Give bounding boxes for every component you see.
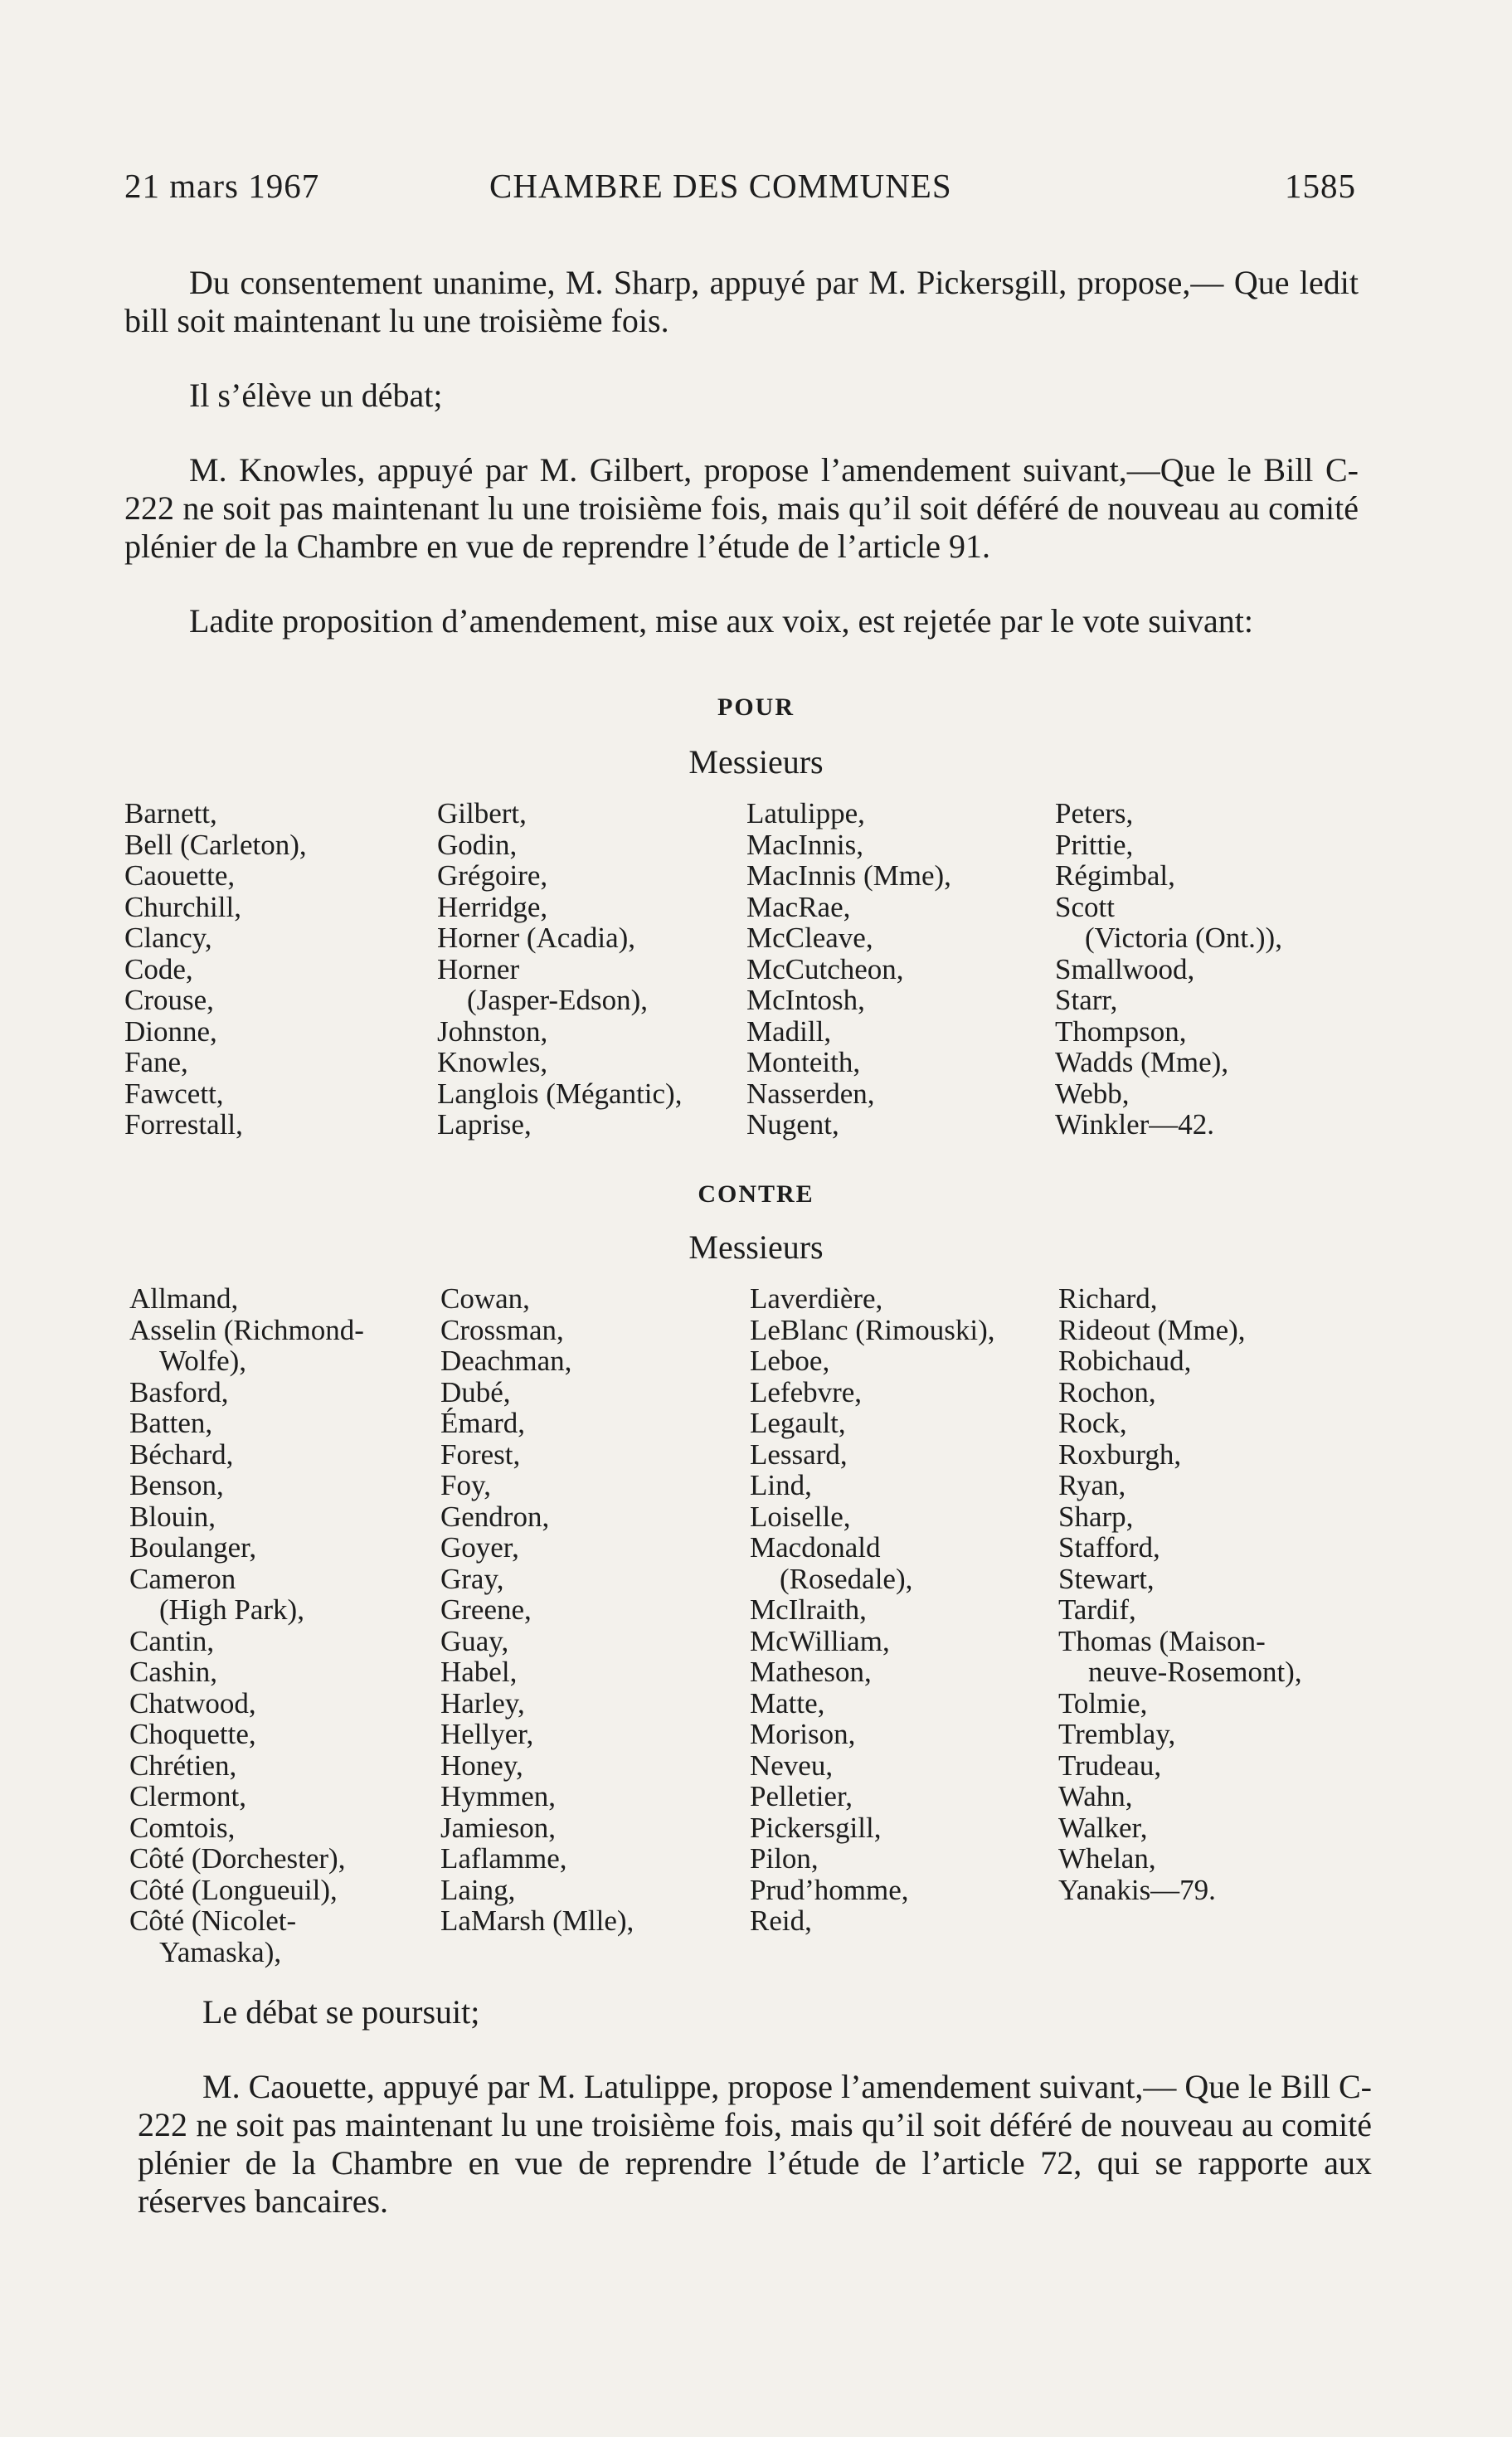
name-entry: Thompson, xyxy=(1055,1014,1187,1048)
name-entry: Cowan, xyxy=(440,1282,530,1315)
pour-column-3 xyxy=(746,798,1055,1141)
name-entry: Fawcett, xyxy=(124,1077,224,1110)
name-entry: Béchard, xyxy=(129,1437,234,1471)
name-entry: Lind, xyxy=(750,1469,812,1501)
contre-subheading: Messieurs xyxy=(688,1228,824,1266)
name-entry: Greene, xyxy=(440,1593,532,1626)
name-entry: Deachman, xyxy=(440,1345,572,1377)
name-entry: Wolfe), xyxy=(159,1345,247,1377)
name-entry: Dionne, xyxy=(124,1014,217,1048)
name-entry: Trudeau, xyxy=(1058,1749,1162,1782)
name-entry: (High Park), xyxy=(159,1593,304,1626)
name-entry: Blouin, xyxy=(129,1500,216,1533)
name-entry: Laflamme, xyxy=(440,1842,567,1875)
name-entry: Habel, xyxy=(440,1656,518,1688)
name-entry: McCutcheon, xyxy=(746,952,904,985)
name-entry: McIlraith, xyxy=(750,1593,867,1626)
name-entry: Legault, xyxy=(750,1407,846,1439)
name-entry: Whelan, xyxy=(1058,1842,1156,1875)
name-entry: Barnett, xyxy=(124,797,217,829)
name-entry: Monteith, xyxy=(746,1046,861,1078)
pour-heading: POUR xyxy=(717,693,795,721)
header-date: 21 mars 1967 xyxy=(124,167,320,205)
name-entry: Lefebvre, xyxy=(750,1375,863,1408)
name-entry: MacRae, xyxy=(746,890,851,923)
closing-text xyxy=(138,1993,1372,2221)
contre-column-2 xyxy=(440,1283,749,1937)
name-entry: Horner (Acadia), xyxy=(437,922,636,954)
name-entry: Pelletier, xyxy=(750,1780,853,1812)
name-entry: Stewart, xyxy=(1058,1562,1155,1595)
name-entry: Cashin, xyxy=(129,1656,217,1688)
name-entry: Guay, xyxy=(440,1624,509,1657)
name-entry: Hymmen, xyxy=(440,1780,557,1812)
name-entry: Fane, xyxy=(124,1046,188,1078)
name-entry: Basford, xyxy=(129,1375,229,1408)
name-entry: Asselin (Richmond- xyxy=(129,1313,364,1346)
name-entry: Tolmie, xyxy=(1058,1686,1148,1720)
name-entry: Gray, xyxy=(440,1562,504,1595)
name-entry: Prud’homme, xyxy=(750,1873,909,1906)
name-entry: Harley, xyxy=(440,1686,525,1720)
name-entry: Émard, xyxy=(440,1407,526,1439)
name-entry: Latulippe, xyxy=(746,797,865,829)
name-entry: Grégoire, xyxy=(437,859,548,892)
name-entry: Knowles, xyxy=(437,1046,548,1078)
name-entry: Chatwood, xyxy=(129,1686,256,1720)
contre-column-3 xyxy=(750,1283,1058,1937)
pour-column-1 xyxy=(124,798,433,1141)
name-entry: Côté (Nicolet- xyxy=(129,1904,297,1937)
name-entry: Comtois, xyxy=(129,1811,236,1844)
paragraph-second-amendment: M. Caouette, appuyé par M. Latulippe, propose l’amendement suivant,— Que le Bill C-222 ne soit pas maintenant lu une troisième fois, mais qu’il soit déféré de nouveau au comité plénier de la Chambre en vue de reprendre l’étude de l’article 72, qui se rapporte aux réserves bancaires. xyxy=(138,2068,1372,2220)
name-entry: Crouse, xyxy=(124,984,214,1016)
header-title: CHAMBRE DES COMMUNES xyxy=(489,167,952,205)
name-entry: Laing, xyxy=(440,1873,516,1906)
name-entry: Nugent, xyxy=(746,1108,839,1141)
name-entry: Yamaska), xyxy=(159,1935,282,1968)
name-entry: Macdonald xyxy=(750,1531,881,1564)
pour-names xyxy=(124,798,1369,1146)
name-entry: Clancy, xyxy=(124,922,212,954)
name-entry: Boulanger, xyxy=(129,1531,257,1564)
name-entry: Johnston, xyxy=(437,1014,548,1048)
name-entry: McWilliam, xyxy=(750,1624,890,1657)
contre-column-1 xyxy=(129,1283,438,1968)
name-entry: Thomas (Maison- xyxy=(1058,1624,1266,1657)
name-entry: Goyer, xyxy=(440,1531,519,1564)
name-entry: Caouette, xyxy=(124,859,236,892)
name-entry: Godin, xyxy=(437,828,518,861)
name-entry: Webb, xyxy=(1055,1077,1130,1110)
name-entry: LaMarsh (Mlle), xyxy=(440,1904,634,1937)
name-entry: Chrétien, xyxy=(129,1749,237,1782)
name-entry: Pilon, xyxy=(750,1842,819,1875)
name-entry: Forest, xyxy=(440,1437,521,1471)
name-entry: Rochon, xyxy=(1058,1375,1156,1408)
name-entry: Rideout (Mme), xyxy=(1058,1313,1246,1346)
paragraph-motion: Du consentement unanime, M. Sharp, appuyé par M. Pickersgill, propose,— Que ledit bill soit maintenant lu une troisième fois. xyxy=(124,264,1359,339)
pour-column-4 xyxy=(1055,798,1364,1141)
name-entry: MacInnis (Mme), xyxy=(746,859,951,892)
page-header xyxy=(124,166,1356,216)
intro-text xyxy=(124,264,1359,640)
name-entry: Laprise, xyxy=(437,1108,532,1141)
name-entry: Côté (Dorchester), xyxy=(129,1842,346,1875)
name-entry: Lessard, xyxy=(750,1437,848,1471)
name-entry: Madill, xyxy=(746,1014,832,1048)
page-number: 1585 xyxy=(1285,167,1356,205)
name-entry: Prittie, xyxy=(1055,828,1134,861)
name-entry: Tremblay, xyxy=(1058,1718,1176,1750)
name-entry: Horner xyxy=(437,952,520,985)
name-entry: Loiselle, xyxy=(750,1500,851,1533)
name-entry: McCleave, xyxy=(746,922,873,954)
name-entry: Côté (Longueuil), xyxy=(129,1873,338,1906)
name-entry: Leboe, xyxy=(750,1345,830,1377)
pour-subheading: Messieurs xyxy=(688,743,824,781)
name-entry: Smallwood, xyxy=(1055,952,1195,985)
name-entry: Ryan, xyxy=(1058,1469,1126,1501)
name-entry: Peters, xyxy=(1055,797,1134,829)
name-entry: Jamieson, xyxy=(440,1811,557,1844)
name-entry: Stafford, xyxy=(1058,1531,1160,1564)
name-entry: Dubé, xyxy=(440,1375,511,1408)
name-entry: Robichaud, xyxy=(1058,1345,1192,1377)
name-entry: Foy, xyxy=(440,1469,491,1501)
name-entry: Pickersgill, xyxy=(750,1811,882,1844)
name-entry: Scott xyxy=(1055,890,1115,923)
name-entry: Sharp, xyxy=(1058,1500,1134,1533)
name-entry: Wahn, xyxy=(1058,1780,1133,1812)
name-entry: (Victoria (Ont.)), xyxy=(1085,922,1282,954)
name-entry: Bell (Carleton), xyxy=(124,828,307,861)
paragraph-vote: Ladite proposition d’amendement, mise aux voix, est rejetée par le vote suivant: xyxy=(189,602,1253,640)
name-entry: Langlois (Mégantic), xyxy=(437,1077,683,1110)
contre-heading: CONTRE xyxy=(698,1180,814,1208)
name-entry: Cantin, xyxy=(129,1624,215,1657)
contre-column-4 xyxy=(1058,1283,1367,1905)
name-entry: Morison, xyxy=(750,1718,856,1750)
name-entry: Churchill, xyxy=(124,890,241,923)
name-entry: Matheson, xyxy=(750,1656,872,1688)
name-entry: LeBlanc (Rimouski), xyxy=(750,1313,995,1346)
name-entry: Richard, xyxy=(1058,1282,1158,1315)
name-entry: Benson, xyxy=(129,1469,224,1501)
name-entry: Gilbert, xyxy=(437,797,527,829)
name-entry: Reid, xyxy=(750,1904,812,1937)
name-entry: Forrestall, xyxy=(124,1108,243,1141)
name-entry: Walker, xyxy=(1058,1811,1148,1844)
name-entry: (Jasper-Edson), xyxy=(467,984,648,1016)
paragraph-debate: Il s’élève un débat; xyxy=(189,377,443,414)
name-entry: Batten, xyxy=(129,1407,213,1439)
name-entry: Crossman, xyxy=(440,1313,564,1346)
name-entry: Allmand, xyxy=(129,1282,239,1315)
name-entry: Yanakis—79. xyxy=(1058,1873,1216,1906)
name-entry: neuve-Rosemont), xyxy=(1088,1656,1302,1688)
name-entry: Tardif, xyxy=(1058,1593,1136,1626)
name-entry: Clermont, xyxy=(129,1780,246,1812)
name-entry: Matte, xyxy=(750,1686,825,1720)
name-entry: Rock, xyxy=(1058,1407,1127,1439)
name-entry: Herridge, xyxy=(437,890,548,923)
name-entry: (Rosedale), xyxy=(780,1562,913,1595)
name-entry: Choquette, xyxy=(129,1718,256,1750)
paragraph-amendment: M. Knowles, appuyé par M. Gilbert, propose l’amendement suivant,—Que le Bill C-222 ne soit pas maintenant lu une troisième fois, mais qu’il soit déféré de nouveau au comité plénier de la Chambre en vue de reprendre l’étude de l’article 91. xyxy=(124,451,1359,565)
name-entry: Nasserden, xyxy=(746,1077,875,1110)
name-entry: Cameron xyxy=(129,1562,236,1595)
name-entry: Hellyer, xyxy=(440,1718,534,1750)
name-entry: Gendron, xyxy=(440,1500,550,1533)
name-entry: Régimbal, xyxy=(1055,859,1175,892)
name-entry: Code, xyxy=(124,952,193,985)
name-entry: Starr, xyxy=(1055,984,1118,1016)
contre-names xyxy=(124,1283,1369,1972)
name-entry: McIntosh, xyxy=(746,984,865,1016)
paragraph-debate-continues: Le débat se poursuit; xyxy=(202,1993,480,2031)
pour-column-2 xyxy=(437,798,746,1141)
name-entry: Laverdière, xyxy=(750,1282,883,1315)
name-entry: Winkler—42. xyxy=(1055,1108,1215,1141)
name-entry: Neveu, xyxy=(750,1749,834,1782)
name-entry: MacInnis, xyxy=(746,828,863,861)
name-entry: Roxburgh, xyxy=(1058,1437,1182,1471)
name-entry: Wadds (Mme), xyxy=(1055,1046,1229,1078)
name-entry: Honey, xyxy=(440,1749,523,1782)
